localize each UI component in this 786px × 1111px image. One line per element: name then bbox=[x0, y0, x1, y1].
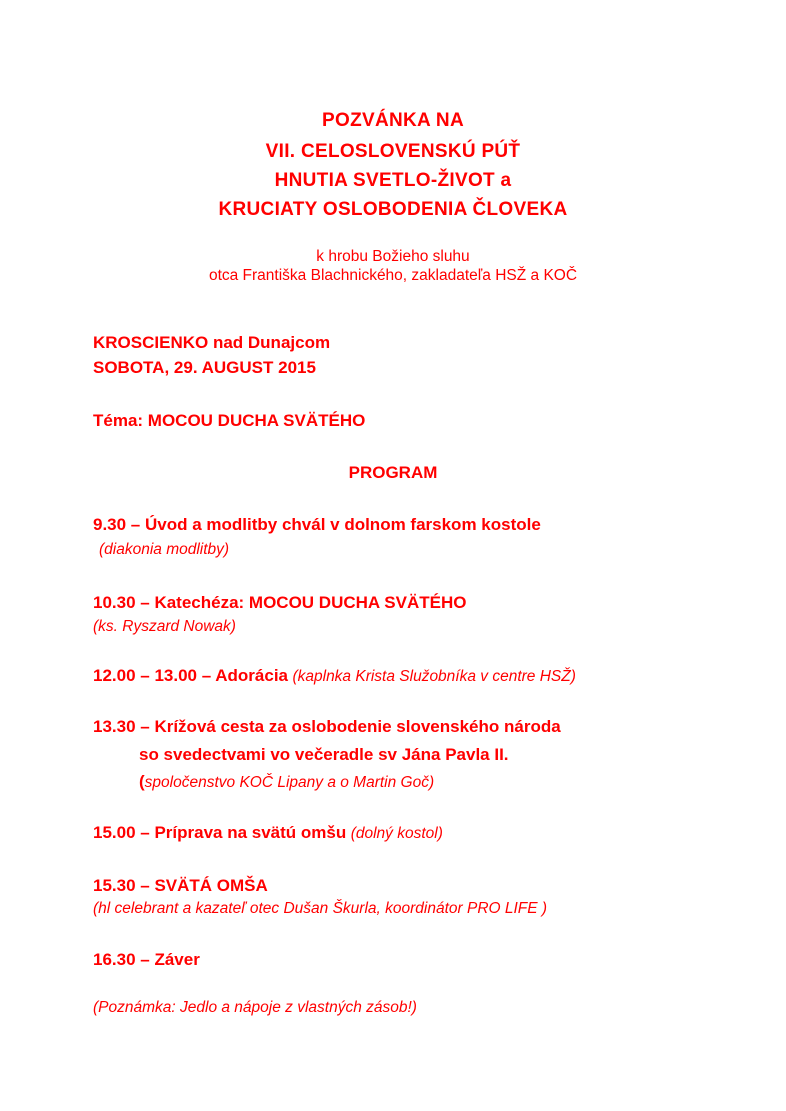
subtitle-line-1: k hrobu Božieho sluhu bbox=[316, 248, 470, 265]
title-line-3: HNUTIA SVETLO-ŽIVOT a bbox=[274, 170, 512, 191]
program-item-main: 15.00 – Príprava na svätú omšu bbox=[93, 823, 347, 842]
program-item-note: (kaplnka Krista Služobníka v centre HSŽ) bbox=[292, 668, 576, 685]
program-item-main: 10.30 – Katechéza: MOCOU DUCHA SVÄTÉHO bbox=[93, 593, 467, 612]
title-line-2: VII. CELOSLOVENSKÚ PÚŤ bbox=[265, 141, 521, 162]
program-item-main-continued: so svedectvami vo večeradle sv Jána Pavla II. bbox=[139, 745, 509, 764]
event-date: SOBOTA, 29. AUGUST 2015 bbox=[93, 358, 316, 377]
title-line-4: KRUCIATY OSLOBODENIA ČLOVEKA bbox=[218, 199, 568, 220]
program-item-stations bbox=[139, 772, 434, 792]
program-heading: PROGRAM bbox=[348, 463, 438, 482]
program-item-note: (ks. Ryszard Nowak) bbox=[93, 618, 236, 635]
subtitle-line-2: otca Františka Blachnického, zakladateľa HSŽ a KOČ bbox=[208, 267, 578, 284]
program-item-main: 15.30 – SVÄTÁ OMŠA bbox=[93, 876, 268, 895]
program-item-main: 13.30 – Krížová cesta za oslobodenie slovenského národa bbox=[93, 717, 561, 736]
program-item-note: (hl celebrant a kazateľ otec Dušan Škurla, koordinátor PRO LIFE ) bbox=[93, 900, 548, 917]
program-item-note: spoločenstvo KOČ Lipany a o Martin Goč) bbox=[144, 774, 435, 791]
program-item-main: 12.00 – 13.00 – Adorácia bbox=[93, 666, 289, 685]
program-item-main: 16.30 – Záver bbox=[93, 950, 200, 969]
program-item-main: 9.30 – Úvod a modlitby chvál v dolnom farskom kostole bbox=[93, 515, 541, 534]
title-line-1: POZVÁNKA NA bbox=[322, 110, 464, 131]
program-item-preparation bbox=[93, 823, 443, 843]
event-place: KROSCIENKO nad Dunajcom bbox=[93, 333, 331, 352]
note-open-paren: ( bbox=[139, 772, 145, 791]
program-item-note: (dolný kostol) bbox=[350, 825, 443, 842]
event-theme: Téma: MOCOU DUCHA SVÄTÉHO bbox=[93, 411, 366, 430]
program-item-adoration bbox=[93, 666, 576, 686]
program-item-note: (diakonia modlitby) bbox=[99, 541, 230, 558]
footer-note: (Poznámka: Jedlo a nápoje z vlastných zásob!) bbox=[93, 999, 417, 1016]
